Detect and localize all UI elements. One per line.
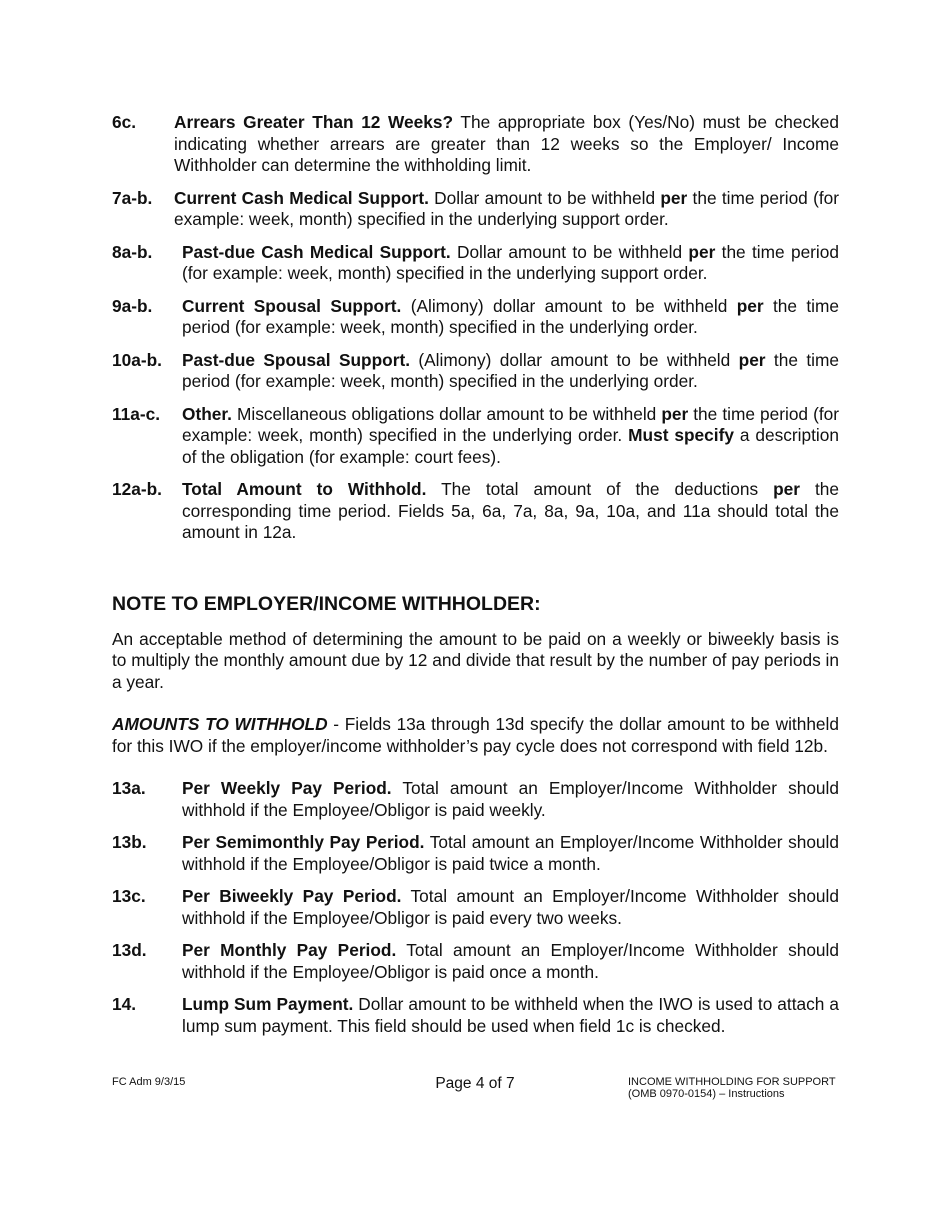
item-number: 14.	[112, 994, 137, 1014]
item-body	[182, 994, 839, 1037]
item-text: Dollar amount to be withheld	[450, 241, 689, 262]
item-number: 13b.	[112, 832, 147, 852]
instruction-item	[112, 994, 839, 1037]
item-title: Current Cash Medical Support.	[174, 187, 429, 208]
item-body	[182, 886, 839, 929]
footer-form-title	[628, 1076, 836, 1100]
item-text: the time period (for example: week, month) specified in the underlying order.	[182, 349, 839, 391]
item-title: Lump Sum Payment.	[182, 994, 354, 1014]
item-title: Past-due Cash Medical Support.	[182, 241, 451, 262]
item-text: Miscellaneous obligations dollar amount to be withheld	[231, 403, 662, 424]
item-text: Dollar amount to be withheld	[428, 187, 661, 208]
instruction-item	[112, 112, 839, 177]
item-body	[182, 296, 839, 339]
item-text: the corresponding time period. Fields 5a, 6a, 7a, 8a, 9a, 10a, and 11a should total the amount in 12a.	[182, 479, 839, 542]
instruction-item	[112, 188, 839, 231]
item-body	[182, 832, 839, 875]
item-text: the time period (for example: week, month) specified in the underlying support order.	[182, 241, 839, 283]
instruction-item	[112, 886, 839, 929]
item-body	[182, 778, 839, 821]
item-title: Past-due Spousal Support.	[182, 349, 411, 370]
instruction-item	[112, 404, 839, 469]
item-text: Total amount an Employer/Income Withholder should withhold if the Employee/Obligor is paid once a month.	[182, 940, 839, 982]
item-text-bold: per	[688, 241, 716, 262]
item-title: Current Spousal Support.	[182, 295, 402, 316]
item-title: Per Monthly Pay Period.	[182, 940, 397, 960]
item-text: Dollar amount to be withheld when the IWO is used to attach a lump sum payment. This field should be used when field 1c is checked.	[182, 994, 839, 1036]
item-body	[182, 350, 839, 393]
item-text-bold: per	[738, 349, 766, 370]
note-paragraph: An acceptable method of determining the amount to be paid on a weekly or biweekly basis is to multiply the monthly amount due by 12 and divide that result by the number of pay periods in a year.	[112, 628, 839, 692]
item-text-bold: per	[661, 403, 689, 424]
instruction-item	[112, 778, 839, 821]
item-text: the time period (for example: week, month) specified in the underlying support order.	[174, 187, 839, 229]
item-text: Total amount an Employer/Income Withholder should withhold if the Employee/Obligor is paid weekly.	[182, 778, 839, 820]
item-title: Other.	[182, 403, 232, 424]
item-body	[182, 479, 839, 544]
item-number: 6c.	[112, 112, 137, 132]
instruction-item	[112, 350, 839, 393]
instruction-item	[112, 479, 839, 544]
item-body	[182, 940, 839, 983]
item-number: 9a-b.	[112, 295, 153, 316]
item-text: The total amount of the deductions	[426, 479, 774, 499]
item-title: Per Weekly Pay Period.	[182, 778, 392, 798]
item-text: Total amount an Employer/Income Withholder should withhold if the Employee/Obligor is paid every two weeks.	[182, 886, 839, 928]
item-number: 10a-b.	[112, 349, 162, 370]
item-number: 13a.	[112, 778, 146, 798]
instruction-item	[112, 940, 839, 983]
item-text: (Alimony) dollar amount to be withheld	[401, 295, 737, 316]
item-body	[174, 112, 839, 177]
item-text: a description of the obligation (for example: court fees).	[182, 425, 839, 467]
amounts-text: - Fields 13a through 13d specify the dollar amount to be withheld for this IWO if the employer/income withholder’s pay cycle does not correspond with field 12b.	[112, 714, 839, 756]
instruction-item	[112, 296, 839, 339]
item-body	[182, 404, 839, 469]
note-heading: NOTE TO EMPLOYER/INCOME WITHHOLDER:	[112, 592, 541, 615]
instruction-item	[112, 242, 839, 285]
item-body	[182, 242, 839, 285]
instruction-item	[112, 832, 839, 875]
instructions-list-top	[112, 112, 839, 544]
document-page	[112, 112, 839, 1048]
footer-form-id: FC Adm 9/3/15	[112, 1076, 186, 1088]
item-text-bold: per	[660, 187, 688, 208]
item-number: 13c.	[112, 886, 146, 906]
item-text: the time period (for example: week, month) specified in the underlying order.	[182, 295, 839, 337]
item-number: 7a-b.	[112, 187, 153, 208]
item-text: The appropriate box (Yes/No) must be checked indicating whether arrears are greater than 12 weeks so the Employer/ Income Withholder can determine the withholding limit.	[174, 112, 839, 175]
item-number: 13d.	[112, 940, 147, 960]
instructions-list-bottom	[112, 778, 839, 1037]
item-title: Total Amount to Withhold.	[182, 479, 427, 499]
item-text-bold: per	[773, 479, 800, 499]
item-number: 12a-b.	[112, 479, 162, 499]
item-text: (Alimony) dollar amount to be withheld	[410, 349, 739, 370]
item-title: Arrears Greater Than 12 Weeks?	[174, 112, 454, 132]
item-text: Total amount an Employer/Income Withholder should withhold if the Employee/Obligor is paid twice a month.	[182, 832, 839, 874]
item-text: the time period (for example: week, month) specified in the underlying order.	[182, 403, 839, 445]
footer-title-line: (OMB 0970-0154) – Instructions	[628, 1088, 785, 1100]
item-number: 11a-c.	[112, 403, 161, 424]
item-text-bold: per	[736, 295, 764, 316]
item-body	[174, 188, 839, 231]
footer-title-line: INCOME WITHHOLDING FOR SUPPORT	[628, 1076, 836, 1088]
footer-page-number: Page 4 of 7	[435, 1075, 515, 1092]
amounts-paragraph	[112, 714, 839, 757]
item-text-bold: Must specify	[628, 425, 734, 445]
item-title: Per Biweekly Pay Period.	[182, 886, 402, 906]
amounts-lead: AMOUNTS TO WITHHOLD	[112, 714, 328, 734]
item-number: 8a-b.	[112, 241, 153, 262]
item-title: Per Semimonthly Pay Period.	[182, 832, 425, 852]
